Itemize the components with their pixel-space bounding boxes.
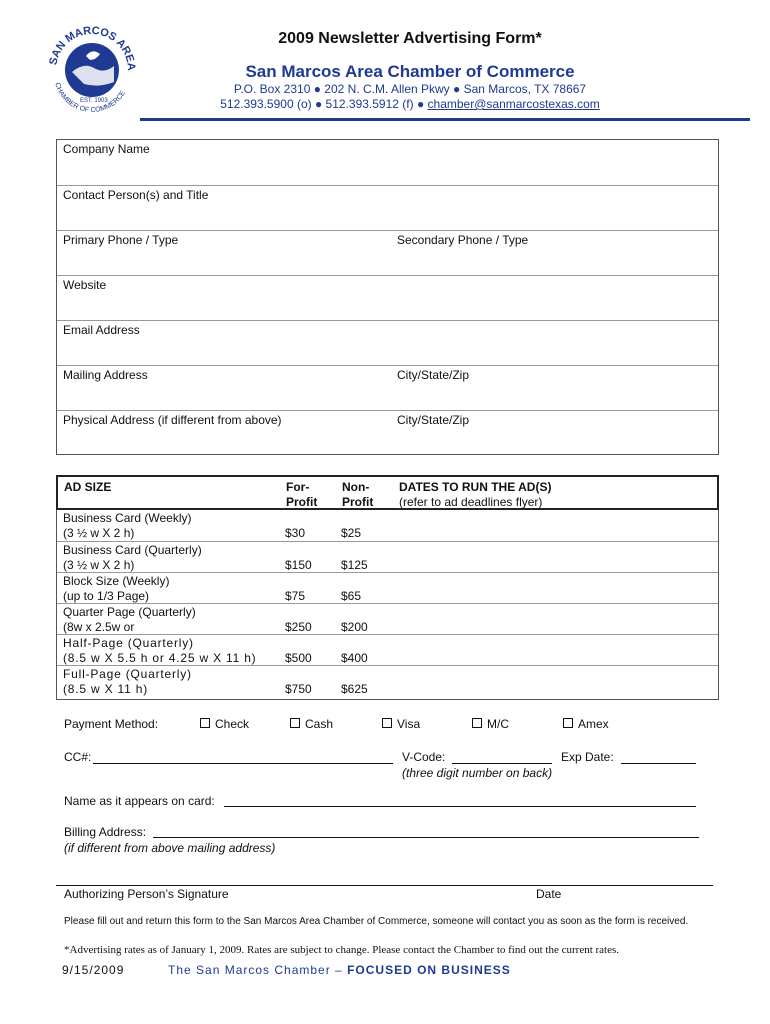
ad-size-desc: Block Size (Weekly) (up to 1/3 Page): [63, 574, 170, 603]
option-amex[interactable]: Amex: [563, 717, 609, 731]
ad-table-header: [56, 475, 719, 510]
return-instructions: Please fill out and return this form to the San Marcos Area Chamber of Commerce, someone will contact you as soon as the form is received.: [64, 916, 689, 927]
tagline-bold: FOCUSED ON BUSINESS: [347, 963, 511, 977]
price-nonprofit: $25: [341, 526, 362, 540]
cc-number-field[interactable]: [93, 763, 393, 764]
org-email-link[interactable]: chamber@sanmarcostexas.com: [427, 97, 600, 111]
form-title: 2009 Newsletter Advertising Form*: [278, 30, 542, 47]
name-on-card-field[interactable]: [224, 806, 696, 807]
table-row[interactable]: [57, 510, 718, 541]
checkbox-icon[interactable]: [290, 718, 300, 728]
form-date: 9/15/2009: [62, 963, 125, 977]
ad-size-desc: Business Card (Weekly) (3 ½ w X 2 h): [63, 511, 192, 540]
price-forprofit: $75: [285, 589, 306, 603]
field-email[interactable]: [57, 320, 718, 365]
checkbox-icon[interactable]: [200, 718, 210, 728]
billing-address-label: Billing Address:: [64, 825, 147, 839]
field-contact-person[interactable]: [57, 185, 718, 230]
col-ad-size: AD SIZE: [64, 480, 112, 494]
header-rule: [140, 118, 750, 121]
field-label-secondary: City/State/Zip: [397, 368, 470, 382]
col-nonprofit-2: Profit: [342, 495, 374, 509]
signature-line[interactable]: [56, 885, 713, 886]
option-visa[interactable]: Visa: [382, 717, 420, 731]
checkbox-icon[interactable]: [472, 718, 482, 728]
tagline: [168, 963, 511, 977]
ad-size-desc: Quarter Page (Quarterly) (8w x 2.5w or: [63, 605, 196, 634]
option-cash[interactable]: Cash: [290, 717, 333, 731]
option-check[interactable]: Check: [200, 717, 249, 731]
field-website[interactable]: [57, 275, 718, 320]
field-phones[interactable]: [57, 230, 718, 275]
vcode-hint: (three digit number on back): [402, 766, 553, 780]
field-label: Company Name: [63, 142, 150, 156]
checkbox-icon[interactable]: [563, 718, 573, 728]
name-on-card-label: Name as it appears on card:: [64, 794, 215, 808]
field-label: Primary Phone / Type: [63, 233, 179, 247]
ad-table-body: [56, 510, 719, 700]
price-forprofit: $500: [285, 651, 312, 665]
price-nonprofit: $200: [341, 620, 368, 634]
field-label: Mailing Address: [63, 368, 148, 382]
signature-label: Authorizing Person’s Signature: [64, 887, 229, 901]
field-label: Physical Address (if different from above): [63, 413, 282, 427]
col-forprofit-2: Profit: [286, 495, 318, 509]
contact-info-box: [56, 139, 719, 455]
org-address: P.O. Box 2310 ● 202 N. C.M. Allen Pkwy ● San Marcos, TX 78667: [233, 82, 587, 96]
org-contact: [140, 97, 680, 111]
svg-text:CHAMBER OF COMMERCE: CHAMBER OF COMMERCE: [53, 81, 127, 115]
billing-address-hint: (if different from above mailing address): [64, 841, 276, 855]
field-label: Email Address: [63, 323, 140, 337]
field-label: Contact Person(s) and Title: [63, 188, 209, 202]
org-phones: 512.393.5900 (o) ● 512.393.5912 (f) ●: [220, 97, 428, 111]
payment-method-label: Payment Method:: [64, 717, 159, 731]
vcode-field[interactable]: [452, 763, 552, 764]
field-label: Website: [63, 278, 107, 292]
ad-size-desc: Full-Page (Quarterly) (8.5 w X 11 h): [63, 667, 192, 696]
table-row[interactable]: [57, 603, 718, 634]
table-row[interactable]: [57, 634, 718, 665]
svg-text:EST. 1903: EST. 1903: [80, 98, 108, 104]
vcode-label: V-Code:: [402, 750, 446, 764]
rates-disclaimer: *Advertising rates as of January 1, 2009. Rates are subject to change. Please contact the Chamber to find out the current rates.: [64, 944, 620, 956]
chamber-logo: [44, 22, 140, 118]
option-mc[interactable]: M/C: [472, 717, 509, 731]
field-company-name[interactable]: [57, 140, 718, 185]
price-forprofit: $150: [285, 558, 312, 572]
field-physical-address[interactable]: [57, 410, 718, 455]
billing-address-field[interactable]: [153, 837, 699, 838]
field-label-secondary: Secondary Phone / Type: [397, 233, 529, 247]
price-nonprofit: $400: [341, 651, 368, 665]
svg-text:SAN MARCOS AREA: SAN MARCOS AREA: [47, 24, 138, 72]
org-name: San Marcos Area Chamber of Commerce: [245, 62, 575, 81]
price-forprofit: $750: [285, 682, 312, 696]
table-row[interactable]: [57, 572, 718, 603]
table-row[interactable]: [57, 665, 718, 700]
price-forprofit: $30: [285, 526, 306, 540]
tagline-prefix: The San Marcos Chamber –: [168, 963, 348, 977]
checkbox-icon[interactable]: [382, 718, 392, 728]
col-forprofit-1: For-: [286, 480, 310, 494]
col-dates: DATES TO RUN THE AD(S): [399, 480, 552, 494]
price-nonprofit: $65: [341, 589, 362, 603]
price-nonprofit: $125: [341, 558, 368, 572]
exp-date-field[interactable]: [621, 763, 696, 764]
ad-size-desc: Business Card (Quarterly) (3 ½ w X 2 h): [63, 543, 202, 572]
date-label: Date: [536, 887, 562, 901]
price-forprofit: $250: [285, 620, 312, 634]
col-nonprofit-1: Non-: [342, 480, 370, 494]
field-label-secondary: City/State/Zip: [397, 413, 470, 427]
col-dates-sub: (refer to ad deadlines flyer): [399, 495, 543, 509]
exp-date-label: Exp Date:: [561, 750, 614, 764]
cc-label: CC#:: [64, 750, 92, 764]
table-row[interactable]: [57, 541, 718, 572]
price-nonprofit: $625: [341, 682, 368, 696]
ad-size-desc: Half-Page (Quarterly) (8.5 w X 5.5 h or 4.25 w X 11 h): [63, 636, 257, 665]
field-mailing-address[interactable]: [57, 365, 718, 410]
